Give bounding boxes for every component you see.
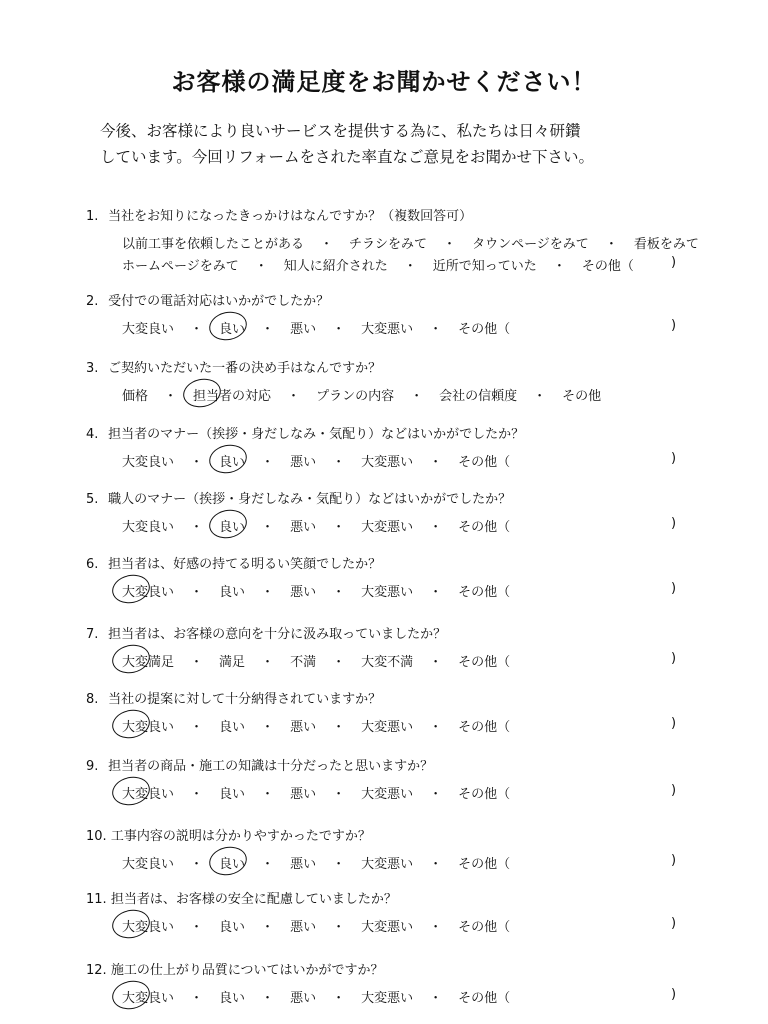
separator: ・ xyxy=(190,920,204,935)
answer-options xyxy=(118,853,514,872)
answer-option[interactable]: 価格 xyxy=(122,389,149,404)
answer-option[interactable]: 良い xyxy=(219,920,246,935)
paren-close: ) xyxy=(671,318,677,333)
answer-option[interactable]: その他 xyxy=(562,389,602,404)
question-text xyxy=(86,290,706,309)
intro-line-1: 今後、お客様により良いサービスを提供する為に、私たちは日々研鑽 xyxy=(100,122,581,140)
question-label: 担当者は、お客様の安全に配慮していましたか？ xyxy=(106,892,397,907)
answer-option[interactable]: 良い xyxy=(215,451,249,470)
answer-option[interactable]: その他（ xyxy=(458,920,511,935)
answer-option[interactable]: その他（ xyxy=(458,455,511,470)
answer-option[interactable]: 悪い xyxy=(290,322,317,337)
separator: ・ xyxy=(429,920,443,935)
answer-option[interactable]: 悪い xyxy=(290,585,317,600)
answer-option[interactable]: 担当者の対応 xyxy=(189,385,275,404)
separator: ・ xyxy=(332,322,346,337)
answer-option[interactable]: 良い xyxy=(219,991,246,1006)
question-number: 7. xyxy=(86,627,99,642)
answer-option[interactable]: その他（ xyxy=(581,259,634,274)
answer-option[interactable]: 良い xyxy=(215,318,249,337)
paren-close: ) xyxy=(671,853,677,868)
answer-option[interactable]: プランの内容 xyxy=(316,389,395,404)
answer-options xyxy=(118,916,514,935)
separator: ・ xyxy=(332,455,346,470)
hand-drawn-circle xyxy=(110,641,153,676)
paren-close: ) xyxy=(671,255,677,270)
separator: ・ xyxy=(429,857,443,872)
question-text xyxy=(86,688,706,707)
hand-drawn-circle xyxy=(110,977,153,1012)
answer-option[interactable]: 大変良い xyxy=(118,581,178,600)
separator: ・ xyxy=(429,520,443,535)
answer-option[interactable]: 大変良い xyxy=(118,716,178,735)
separator: ・ xyxy=(604,237,618,252)
separator: ・ xyxy=(254,259,268,274)
separator: ・ xyxy=(261,585,275,600)
answer-option[interactable]: 大変良い xyxy=(122,857,175,872)
question-text xyxy=(86,488,706,507)
answer-options xyxy=(118,783,514,802)
answer-option[interactable]: 大変良い xyxy=(118,783,178,802)
answer-option[interactable]: 悪い xyxy=(290,720,317,735)
answer-option[interactable]: 大変悪い xyxy=(361,857,414,872)
answer-option[interactable]: 近所で知っていた xyxy=(432,259,537,274)
answer-option[interactable]: 看板をみて xyxy=(633,237,699,252)
paren-close: ) xyxy=(671,516,677,531)
separator: ・ xyxy=(332,920,346,935)
answer-option[interactable]: 悪い xyxy=(290,787,317,802)
separator: ・ xyxy=(552,259,566,274)
answer-options xyxy=(118,385,605,404)
separator: ・ xyxy=(332,585,346,600)
separator: ・ xyxy=(403,259,417,274)
paren-close: ) xyxy=(671,451,677,466)
answer-option[interactable]: 大変悪い xyxy=(361,520,414,535)
hand-drawn-circle xyxy=(207,308,250,343)
separator: ・ xyxy=(261,720,275,735)
question-8 xyxy=(86,688,706,735)
question-number: 4. xyxy=(86,427,99,442)
answer-option[interactable]: 大変不満 xyxy=(361,655,414,670)
hand-drawn-circle xyxy=(110,773,153,808)
paren-close: ) xyxy=(671,916,677,931)
hand-drawn-circle xyxy=(110,571,153,606)
answer-option[interactable]: その他（ xyxy=(458,655,511,670)
question-label: 当社の提案に対して十分納得されていますか？ xyxy=(104,692,382,707)
answer-option[interactable]: 不満 xyxy=(290,655,317,670)
answer-option[interactable]: 知人に紹介された xyxy=(283,259,388,274)
separator: ・ xyxy=(190,455,204,470)
question-9 xyxy=(86,755,706,802)
answer-option[interactable]: その他（ xyxy=(458,322,511,337)
answer-option[interactable]: 大変悪い xyxy=(361,920,414,935)
separator: ・ xyxy=(332,520,346,535)
separator: ・ xyxy=(261,322,275,337)
separator: ・ xyxy=(332,720,346,735)
question-number: 1. xyxy=(86,209,99,224)
question-label: 受付での電話対応はいかがでしたか？ xyxy=(104,294,330,309)
question-text xyxy=(86,423,706,442)
question-label: 担当者は、好感の持てる明るい笑顔でしたか？ xyxy=(104,557,382,572)
question-text xyxy=(86,205,706,224)
hand-drawn-circle xyxy=(207,441,250,476)
answer-options xyxy=(118,255,638,274)
answer-option[interactable]: 悪い xyxy=(290,455,317,470)
answer-option[interactable]: その他（ xyxy=(458,991,511,1006)
separator: ・ xyxy=(261,455,275,470)
separator: ・ xyxy=(320,237,334,252)
answer-option[interactable]: 大変良い xyxy=(118,987,178,1006)
answer-options xyxy=(118,233,703,252)
question-number: 8. xyxy=(86,692,99,707)
answer-option[interactable]: 大変良い xyxy=(118,916,178,935)
hand-drawn-circle xyxy=(110,906,153,941)
question-2 xyxy=(86,290,706,337)
separator: ・ xyxy=(164,389,178,404)
separator: ・ xyxy=(190,520,204,535)
separator: ・ xyxy=(190,585,204,600)
answer-option[interactable]: 良い xyxy=(219,585,246,600)
paren-close: ) xyxy=(671,987,677,1002)
question-label: 担当者のマナー（挨拶・身だしなみ・気配り）などはいかがでしたか？ xyxy=(104,427,525,442)
separator: ・ xyxy=(332,787,346,802)
answer-options xyxy=(118,318,514,337)
question-1 xyxy=(86,205,706,274)
answer-option[interactable]: 大変満足 xyxy=(118,651,178,670)
answer-option[interactable]: 大変悪い xyxy=(361,787,414,802)
question-number: 9. xyxy=(86,759,99,774)
hand-drawn-circle xyxy=(110,706,153,741)
separator: ・ xyxy=(332,991,346,1006)
separator: ・ xyxy=(190,787,204,802)
answer-option[interactable]: 以前工事を依頼したことがある xyxy=(122,237,305,252)
separator: ・ xyxy=(287,389,301,404)
answer-options xyxy=(118,987,514,1006)
answer-option[interactable]: その他（ xyxy=(458,857,511,872)
answer-option[interactable]: その他（ xyxy=(458,585,511,600)
answer-option[interactable]: 良い xyxy=(219,787,246,802)
answer-option[interactable]: 悪い xyxy=(290,520,317,535)
answer-options xyxy=(118,516,514,535)
separator: ・ xyxy=(429,585,443,600)
answer-option[interactable]: 大変悪い xyxy=(361,585,414,600)
hand-drawn-circle xyxy=(207,843,250,878)
separator: ・ xyxy=(190,322,204,337)
separator: ・ xyxy=(533,389,547,404)
question-label: 職人のマナー（挨拶・身だしなみ・気配り）などはいかがでしたか？ xyxy=(104,492,512,507)
question-5 xyxy=(86,488,706,535)
answer-option[interactable]: 大変悪い xyxy=(361,455,414,470)
answer-option[interactable]: 大変良い xyxy=(122,520,175,535)
question-text xyxy=(86,755,706,774)
question-3 xyxy=(86,357,706,404)
separator: ・ xyxy=(429,455,443,470)
answer-option[interactable]: その他（ xyxy=(458,520,511,535)
question-text xyxy=(86,959,706,978)
answer-option[interactable]: 大変良い xyxy=(122,322,175,337)
question-label: 担当者は、お客様の意向を十分に汲み取っていましたか？ xyxy=(104,627,447,642)
separator: ・ xyxy=(443,237,457,252)
answer-option[interactable]: 大変悪い xyxy=(361,991,414,1006)
question-number: 3. xyxy=(86,361,99,376)
question-label: 施工の仕上がり品質についてはいかがですか？ xyxy=(106,963,384,978)
question-label: ご契約いただいた一番の決め手はなんですか？ xyxy=(104,361,382,376)
answer-option[interactable]: ホームページをみて xyxy=(122,259,239,274)
paren-close: ) xyxy=(671,651,677,666)
answer-option[interactable]: 良い xyxy=(215,516,249,535)
question-label: 工事内容の説明は分かりやすかったですか？ xyxy=(106,829,371,844)
separator: ・ xyxy=(261,857,275,872)
separator: ・ xyxy=(429,720,443,735)
answer-options xyxy=(118,451,514,470)
separator: ・ xyxy=(190,720,204,735)
answer-option[interactable]: タウンページをみて xyxy=(472,237,589,252)
question-10 xyxy=(86,825,706,872)
intro-line-2: しています。今回リフォームをされた率直なご意見をお聞かせ下さい。 xyxy=(100,148,594,166)
separator: ・ xyxy=(429,322,443,337)
paren-close: ) xyxy=(671,783,677,798)
separator: ・ xyxy=(190,991,204,1006)
answer-option[interactable]: 会社の信頼度 xyxy=(439,389,518,404)
answer-options xyxy=(118,716,514,735)
answer-option[interactable]: 大変悪い xyxy=(361,322,414,337)
question-6 xyxy=(86,553,706,600)
answer-option[interactable]: 悪い xyxy=(290,920,317,935)
answer-option[interactable]: 良い xyxy=(219,720,246,735)
question-label: 担当者の商品・施工の知識は十分だったと思いますか？ xyxy=(104,759,434,774)
separator: ・ xyxy=(261,787,275,802)
separator: ・ xyxy=(429,991,443,1006)
hand-drawn-circle xyxy=(181,375,224,410)
separator: ・ xyxy=(261,920,275,935)
question-number: 5. xyxy=(86,492,99,507)
answer-option[interactable]: 悪い xyxy=(290,991,317,1006)
question-label: 当社をお知りになったきっかけはなんですか？（複数回答可） xyxy=(104,209,473,224)
answer-option[interactable]: 良い xyxy=(215,853,249,872)
hand-drawn-circle xyxy=(207,506,250,541)
question-7 xyxy=(86,623,706,670)
question-text xyxy=(86,357,706,376)
separator: ・ xyxy=(332,655,346,670)
question-text xyxy=(86,888,706,907)
question-number: 10. xyxy=(86,829,107,844)
survey-title: お客様の満足度をお聞かせください！ xyxy=(171,68,597,96)
separator: ・ xyxy=(332,857,346,872)
answer-options xyxy=(118,581,514,600)
question-12 xyxy=(86,959,706,1006)
answer-options xyxy=(118,651,514,670)
separator: ・ xyxy=(190,655,204,670)
separator: ・ xyxy=(261,655,275,670)
question-text xyxy=(86,553,706,572)
separator: ・ xyxy=(261,520,275,535)
question-number: 2. xyxy=(86,294,99,309)
question-number: 11. xyxy=(86,892,107,907)
answer-option[interactable]: 満足 xyxy=(219,655,246,670)
separator: ・ xyxy=(261,991,275,1006)
answer-option[interactable]: 大変良い xyxy=(122,455,175,470)
separator: ・ xyxy=(410,389,424,404)
answer-option[interactable]: 悪い xyxy=(290,857,317,872)
answer-option[interactable]: その他（ xyxy=(458,787,511,802)
question-text xyxy=(86,825,706,844)
answer-option[interactable]: チラシをみて xyxy=(349,237,428,252)
separator: ・ xyxy=(190,857,204,872)
paren-close: ) xyxy=(671,581,677,596)
question-11 xyxy=(86,888,706,935)
separator: ・ xyxy=(429,787,443,802)
answer-option[interactable]: 大変悪い xyxy=(361,720,414,735)
separator: ・ xyxy=(429,655,443,670)
paren-close: ) xyxy=(671,716,677,731)
question-4 xyxy=(86,423,706,470)
question-text xyxy=(86,623,706,642)
answer-option[interactable]: その他（ xyxy=(458,720,511,735)
question-number: 12. xyxy=(86,963,107,978)
question-number: 6. xyxy=(86,557,99,572)
